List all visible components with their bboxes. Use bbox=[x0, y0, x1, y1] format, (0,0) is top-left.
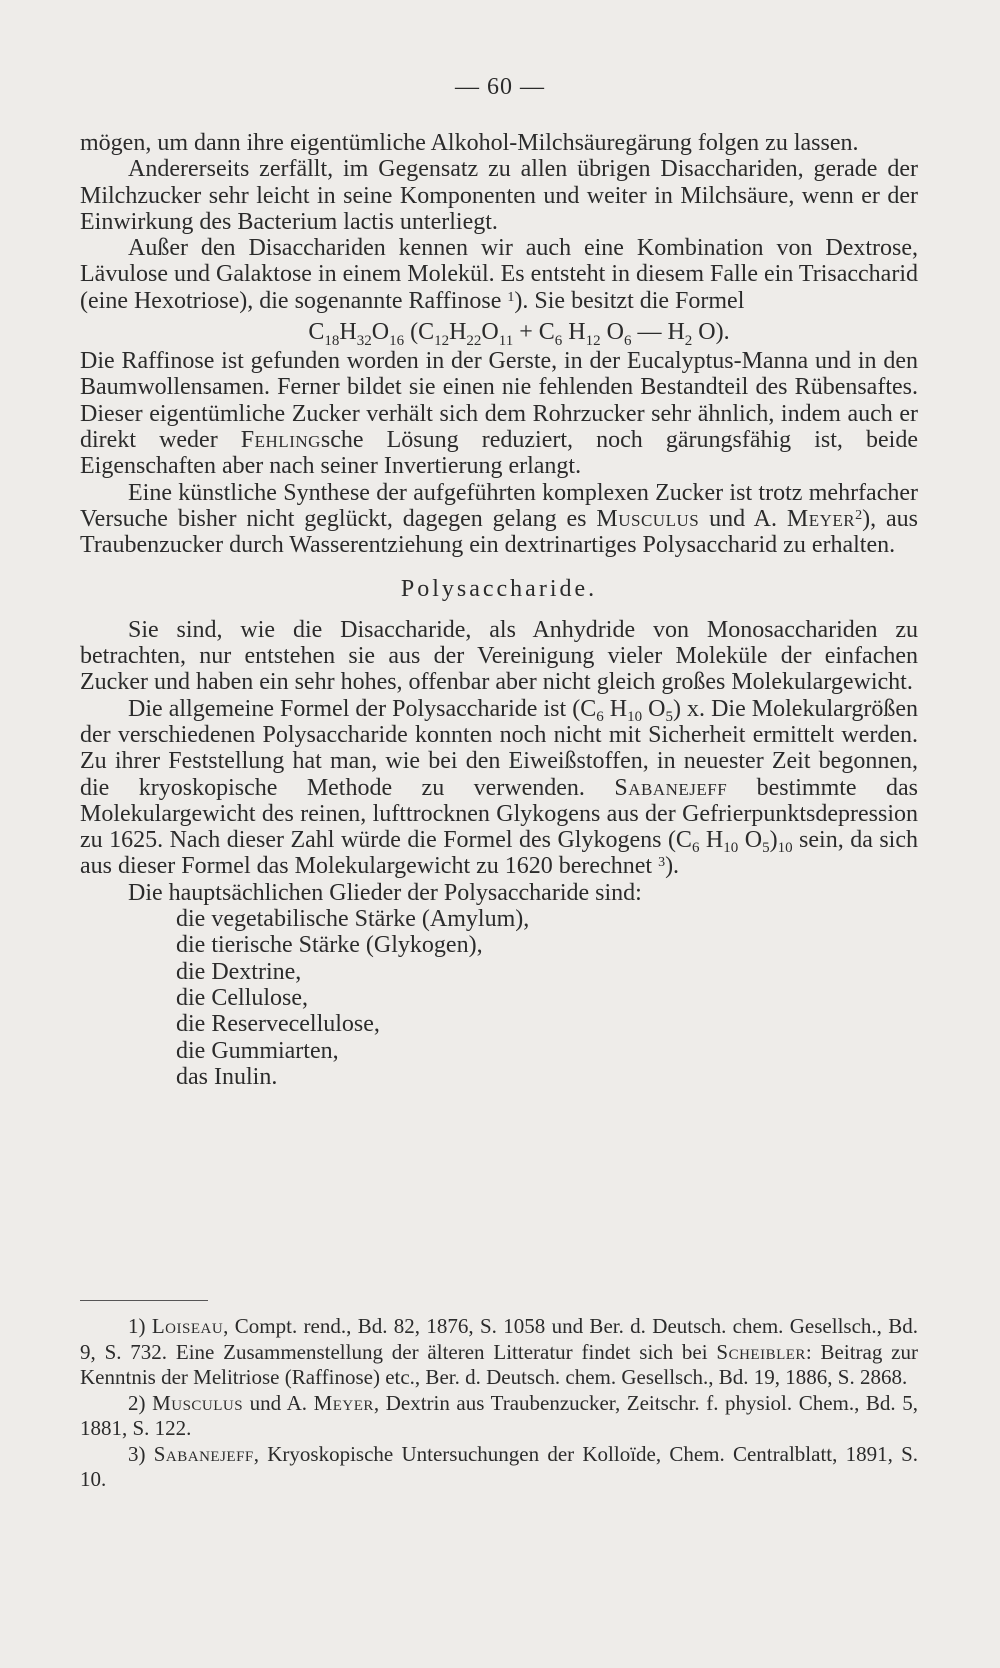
paragraph-general-formula: Die allgemeine Formel der Polysaccharide ist ($C_6$ $H_{10}$ $O_5$) x. Die Molekulargrößen der verschiedenen Polysaccharide konnten noch nicht mit Sicherheit ermittelt werden. Zu ihrer Feststellung hat man, wie bei den Eiweißstoffen, in neuester Zeit begonnen, die kryoskopische Methode zu verwenden. Sabanejeff bestimmte das Molekulargewicht des reinen, lufttrocknen Glykogens aus der Gefrierpunktsdepression zu 1625. Nach dieser Zahl würde die Formel des Glykogens ($C_6$ $H_{10}$ $O_5)_{10}$ sein, da sich aus dieser Formel das Molekulargewicht zu 1620 berechnet $^3$). bbox=[80, 695, 918, 880]
list-item: das Inulin. bbox=[176, 1063, 278, 1090]
main-text bbox=[80, 130, 918, 1090]
section-heading: Polysaccharide. bbox=[400, 576, 598, 603]
list-item: die Gummiarten, bbox=[176, 1037, 339, 1064]
paragraph-occurrence: Die Raffinose ist gefunden worden in der Gerste, in der Eucalyptus-Manna und in den Baumwollensamen. Ferner bildet sie einen nie fehlenden Bestandteil des Rübensaftes. Dieser eigentümliche Zucker verhält sich dem Rohrzucker sehr ähnlich, indem auch er direkt weder Fehlingsche Lösung reduziert, noch gärungsfähig ist, beide Eigenschaften aber nach seiner Invertierung erlangt. bbox=[80, 348, 918, 480]
paragraph-raffinose: Außer den Disacchariden kennen wir auch eine Kombination von Dextrose, Lävulose und Galaktose in einem Molekül. Es entsteht in diesem Falle ein Trisaccharid (eine Hexotriose), die sogenannte Raffinose $^1$). Sie besitzt die Formel bbox=[80, 235, 918, 314]
author-name: Musculus bbox=[152, 1390, 244, 1415]
paragraph-continuation: mögen, um dann ihre eigentümliche Alkohol-Milchsäuregärung folgen zu lassen. bbox=[80, 130, 859, 156]
list-item: die Reservecellulose, bbox=[176, 1011, 380, 1038]
paragraph-synthesis: Eine künstliche Synthese der aufgeführten komplexen Zucker ist trotz mehrfacher Versuche bisher nicht geglückt, dagegen gelang es Musculus und A. Meyer$^2$), aus Traubenzucker durch Wasserentziehung ein dextrinartiges Polysaccharid zu erhalten. bbox=[80, 479, 918, 559]
paragraph-members: Die hauptsächlichen Glieder der Polysaccharide sind: bbox=[128, 879, 642, 906]
paragraph-polysaccharide-intro: Sie sind, wie die Disaccharide, als Anhydride von Monosacchariden zu betrachten, nur entstehen sie aus der Vereinigung vieler Moleküle der einfachen Zucker und haben ein sehr hohes, offenbar aber nicht gleich großes Molekulargewicht. bbox=[80, 616, 918, 696]
list-item: die Dextrine, bbox=[176, 958, 302, 985]
page-number: — 60 — bbox=[455, 74, 545, 100]
footnotes bbox=[80, 1314, 918, 1493]
raffinose-formula: $C_{18}H_{32}O_{16}$ ($C_{12}H_{22}O_{11} + C_6$ $H_{12}$ $O_6$ — $H_2$ O). bbox=[308, 319, 730, 350]
author-name: Meyer bbox=[313, 1390, 374, 1415]
author-name: Scheibler bbox=[716, 1339, 806, 1364]
footnote-ref-1[interactable]: 1 bbox=[507, 289, 515, 305]
list-item: die tierische Stärke (Glykogen), bbox=[176, 932, 483, 959]
footnote-3: 3) Sabanejeff, Kryoskopische Untersuchungen der Kolloïde, Chem. Centralblatt, 1891, S. 10. bbox=[80, 1441, 919, 1491]
author-name: Sabanejeff bbox=[153, 1441, 254, 1466]
footnote-ref-3[interactable]: 3 bbox=[658, 855, 666, 871]
list-item: die vegetabilische Stärke (Amylum), bbox=[176, 906, 530, 933]
footnote-2: 2) Musculus und A. Meyer, Dextrin aus Traubenzucker, Zeitschr. f. physiol. Chem., Bd. 5, 1881, S. 122. bbox=[80, 1390, 919, 1440]
author-name: Meyer bbox=[786, 505, 856, 532]
footnote-divider bbox=[80, 1300, 208, 1301]
polysaccharide-list bbox=[80, 906, 918, 1090]
paragraph-milchzucker: Andererseits zerfällt, im Gegensatz zu allen übrigen Disacchariden, gerade der Milchzucker sehr leicht in seine Komponenten und weiter in Milchsäure, wenn er der Einwirkung des Bacterium lactis unterliegt. bbox=[80, 156, 918, 235]
author-name: Fehling bbox=[240, 426, 321, 453]
author-name: Sabanejeff bbox=[614, 774, 728, 801]
footnote-1: 1) Loiseau, Compt. rend., Bd. 82, 1876, S. 1058 und Ber. d. Deutsch. chem. Gesellsch., Bd. 9, S. 732. Eine Zusammenstellung der älteren Litteratur findet sich bei Scheibler: Beitrag zur Kenntnis der Melitriose (Raffinose) etc., Ber. d. Deutsch. chem. Gesellsch., Bd. 19, 1886, S. 2868. bbox=[80, 1314, 918, 1389]
footnote-ref-2[interactable]: 2 bbox=[855, 507, 863, 523]
author-name: Musculus bbox=[596, 505, 700, 532]
list-item: die Cellulose, bbox=[176, 984, 308, 1011]
author-name: Loiseau bbox=[151, 1314, 224, 1338]
